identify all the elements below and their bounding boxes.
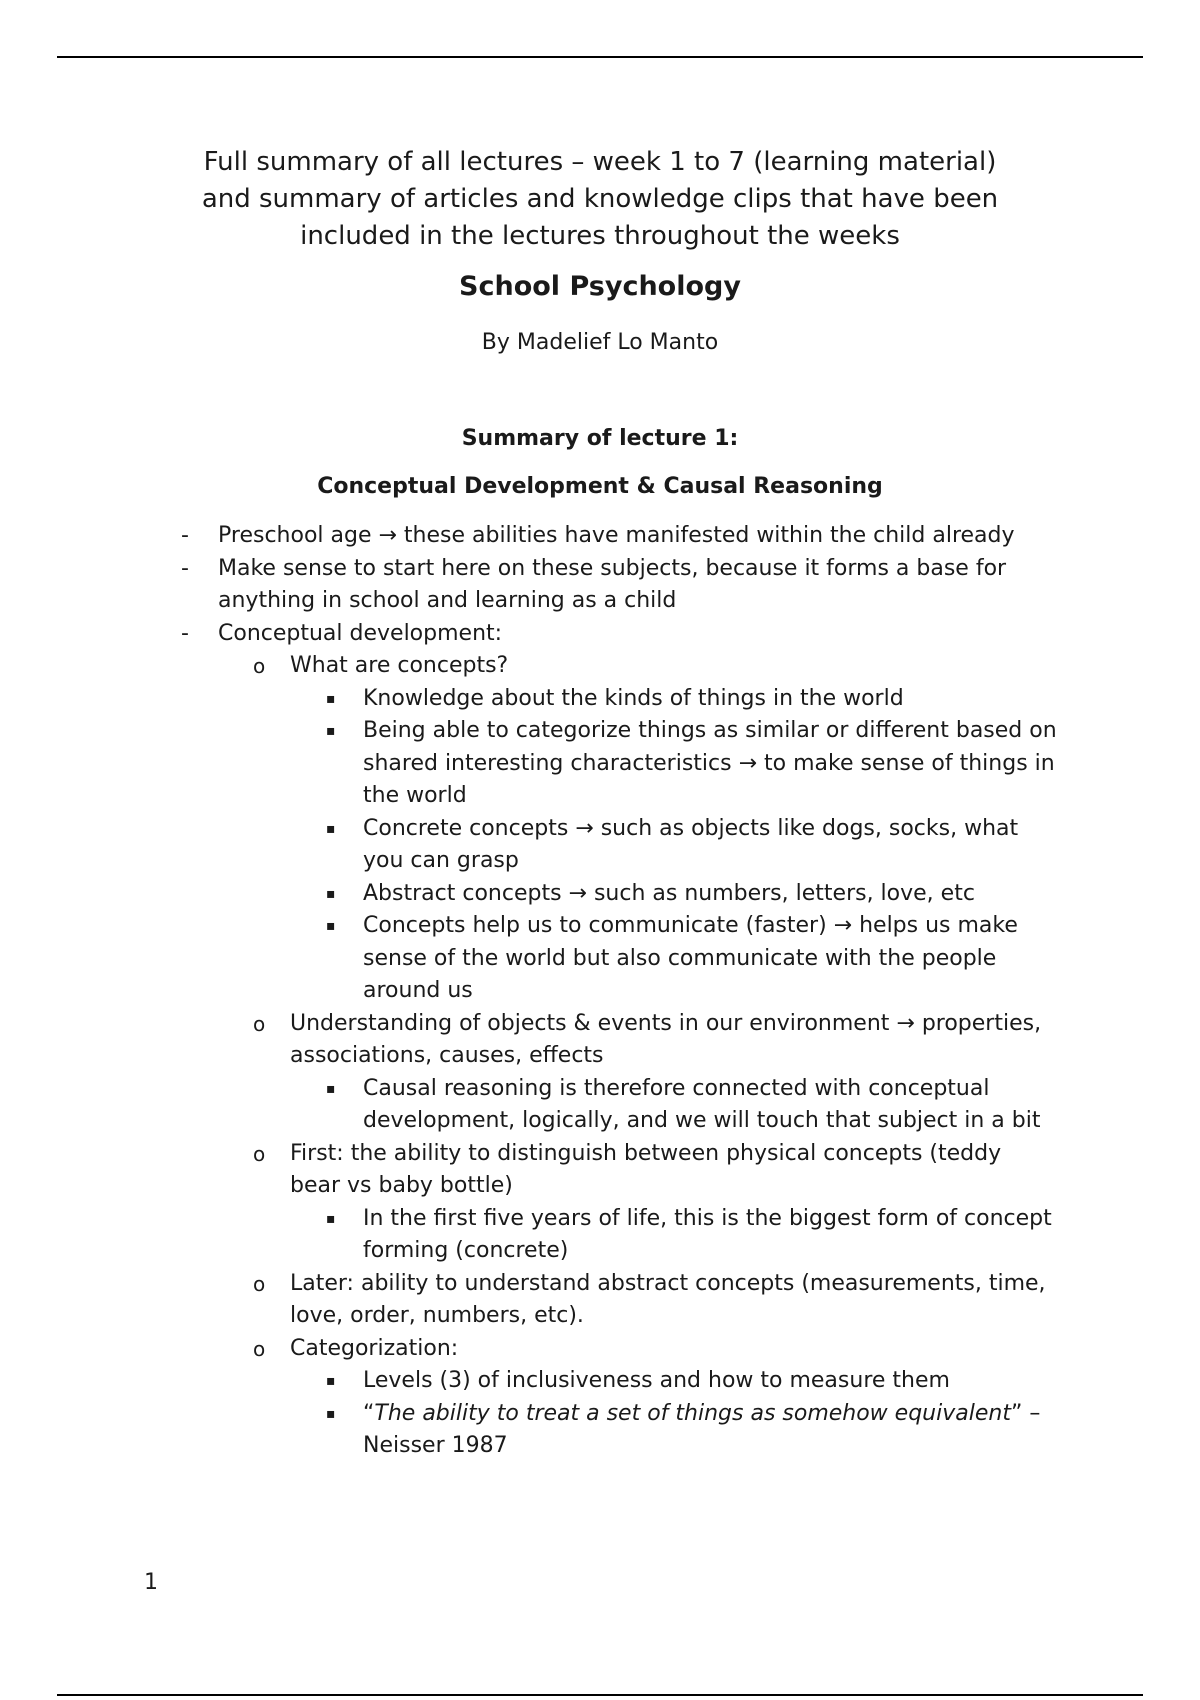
list-item-text: Abstract concepts → such as numbers, letters, love, etc [363,880,975,906]
list-item [0,1203,1058,1268]
title-line: and summary of articles and knowledge clips that have been [201,184,999,214]
dash-bullet: - [181,555,189,581]
quote-open-mark: “ [363,1400,375,1426]
list-item-text: Conceptual development: [218,620,503,646]
list-item-text: Levels (3) of inclusiveness and how to measure them [363,1368,950,1393]
list-item [0,1073,1058,1138]
quote-attribution: ” – Neisser 1987 [363,1400,1041,1458]
list-item-text: Make sense to start here on these subjects, because it forms a base for anything in school and learning as a child [218,555,1007,613]
quote-text [363,1398,1058,1463]
document-title [160,144,1040,255]
dash-bullet: - [181,620,189,646]
list-item-text: Concepts help us to communicate (faster) → helps us make sense of the world but also communicate with the people around us [363,913,1018,1003]
title-line: included in the lectures throughout the weeks [300,221,900,251]
square-bullet: ▪ [326,820,336,837]
square-bullet: ▪ [326,1210,336,1227]
top-rule [57,56,1143,58]
dash-bullet: - [181,523,189,548]
circle-bullet: o [253,1271,266,1296]
page-number: 1 [144,1570,158,1595]
list-item-text: Knowledge about the kinds of things in the world [363,685,904,711]
square-bullet: ▪ [326,918,336,934]
list-item [0,1268,1052,1333]
list-item-text: Concrete concepts → such as objects like dogs, socks, what you can grasp [363,815,1019,873]
list-item [0,1365,1058,1398]
list-item [0,813,1058,878]
list-item-text: First: the ability to distinguish between physical concepts (teddy bear vs baby bottle) [290,1140,1002,1198]
list-item-text: Categorization: [290,1335,459,1361]
circle-bullet: o [253,1336,266,1361]
bottom-rule [57,1694,1143,1696]
square-bullet: ▪ [326,723,336,739]
lecture-subtitle: Conceptual Development & Causal Reasoning [317,474,883,499]
list-item [0,910,1058,1008]
list-item-text: In the first five years of life, this is the biggest form of concept forming (concrete) [363,1205,1052,1263]
list-item-text: What are concepts? [290,653,509,678]
circle-bullet: o [253,1141,266,1166]
square-bullet: ▪ [326,885,336,902]
list-item [0,715,1058,813]
list-item [0,520,1044,553]
title-line: Full summary of all lectures – week 1 to 7 (learning material) [203,147,997,177]
square-bullet: ▪ [326,1405,336,1422]
bullet-list [0,520,1200,1463]
quote-item [0,1398,1058,1463]
list-item [0,878,1058,911]
square-bullet: ▪ [326,1080,336,1097]
square-bullet: ▪ [326,1373,336,1389]
circle-bullet: o [253,654,266,678]
list-item [0,650,1052,683]
quote-body: The ability to treat a set of things as somehow equivalent [374,1400,1011,1426]
list-item [0,1333,1052,1366]
list-item-text: Understanding of objects & events in our environment → properties, associations, causes, effects [290,1010,1042,1068]
list-item [0,553,1044,618]
list-item [0,1138,1052,1203]
list-item [0,618,1044,651]
list-item [0,1008,1052,1073]
list-item-text: Later: ability to understand abstract concepts (measurements, time, love, order, numbers, etc). [290,1270,1046,1328]
list-item [0,683,1058,716]
list-item-text: Preschool age → these abilities have manifested within the child already [218,523,1015,548]
course-heading: School Psychology [459,271,741,302]
list-item-text: Causal reasoning is therefore connected with conceptual development, logically, and we will touch that subject in a bit [363,1075,1041,1133]
author-line: By Madelief Lo Manto [481,330,719,355]
square-bullet: ▪ [326,690,336,707]
lecture-title: Summary of lecture 1: [461,426,739,451]
circle-bullet: o [253,1011,266,1036]
list-item-text: Being able to categorize things as similar or different based on shared interesting characteristics → to make sense of things in the world [363,718,1057,808]
